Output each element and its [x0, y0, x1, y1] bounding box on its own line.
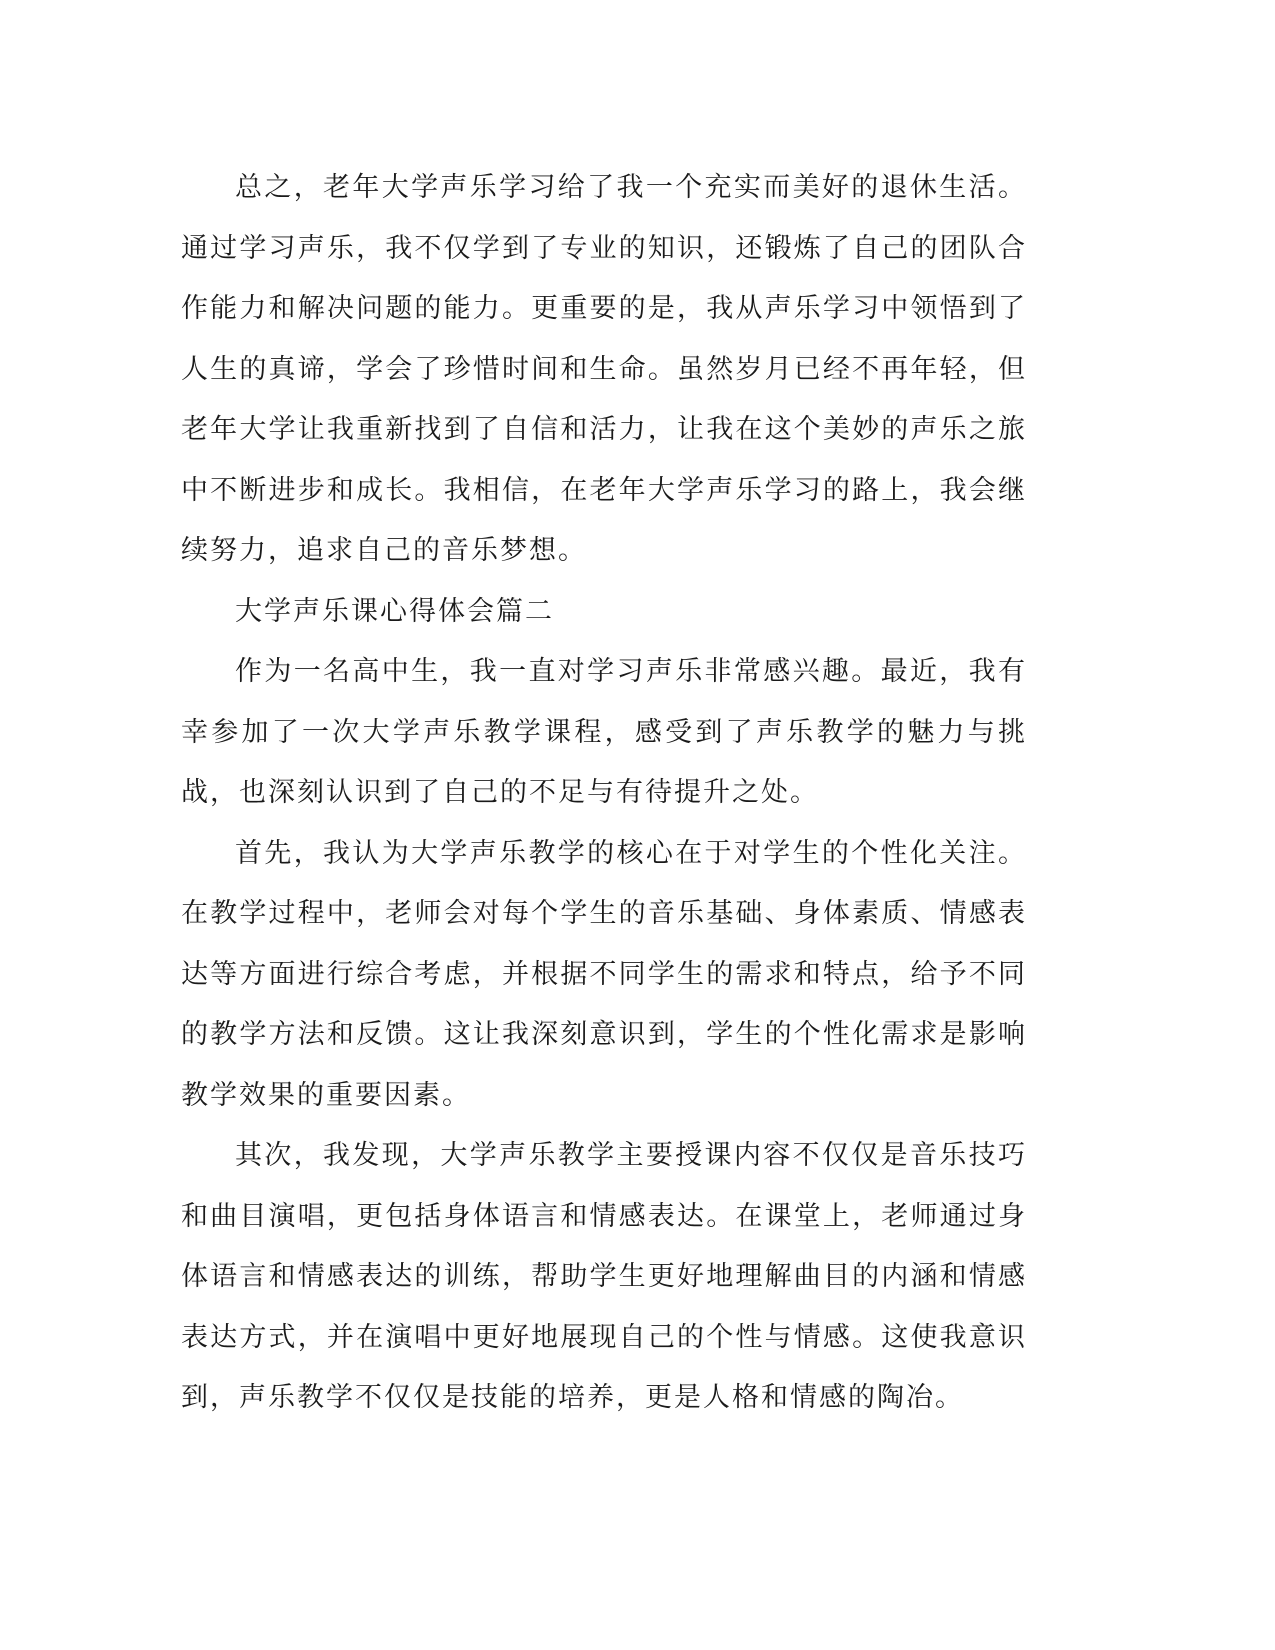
document-body — [181, 158, 1027, 1429]
paragraph-second-point: 其次，我发现，大学声乐教学主要授课内容不仅仅是音乐技巧和曲目演唱，更包括身体语言和情感表达。在课堂上，老师通过身体语言和情感表达的训练，帮助学生更好地理解曲目的内涵和情感表达方式，并在演唱中更好地展现自己的个性与情感。这使我意识到，声乐教学不仅仅是技能的培养，更是人格和情感的陶冶。 — [181, 1140, 1027, 1413]
paragraph-first-point: 首先，我认为大学声乐教学的核心在于对学生的个性化关注。在教学过程中，老师会对每个学生的音乐基础、身体素质、情感表达等方面进行综合考虑，并根据不同学生的需求和特点，给予不同的教学方法和反馈。这让我深刻意识到，学生的个性化需求是影响教学效果的重要因素。 — [181, 837, 1027, 1111]
section-heading: 大学声乐课心得体会篇二 — [235, 595, 554, 627]
paragraph-conclusion: 总之，老年大学声乐学习给了我一个充实而美好的退休生活。通过学习声乐，我不仅学到了专业的知识，还锻炼了自己的团队合作能力和解决问题的能力。更重要的是，我从声乐学习中领悟到了人生的真谛，学会了珍惜时间和生命。虽然岁月已经不再年轻，但老年大学让我重新找到了自信和活力，让我在这个美妙的声乐之旅中不断进步和成长。我相信，在老年大学声乐学习的路上，我会继续努力，追求自己的音乐梦想。 — [181, 172, 1027, 566]
paragraph-intro: 作为一名高中生，我一直对学习声乐非常感兴趣。最近，我有幸参加了一次大学声乐教学课程，感受到了声乐教学的魅力与挑战，也深刻认识到了自己的不足与有待提升之处。 — [181, 656, 1027, 808]
